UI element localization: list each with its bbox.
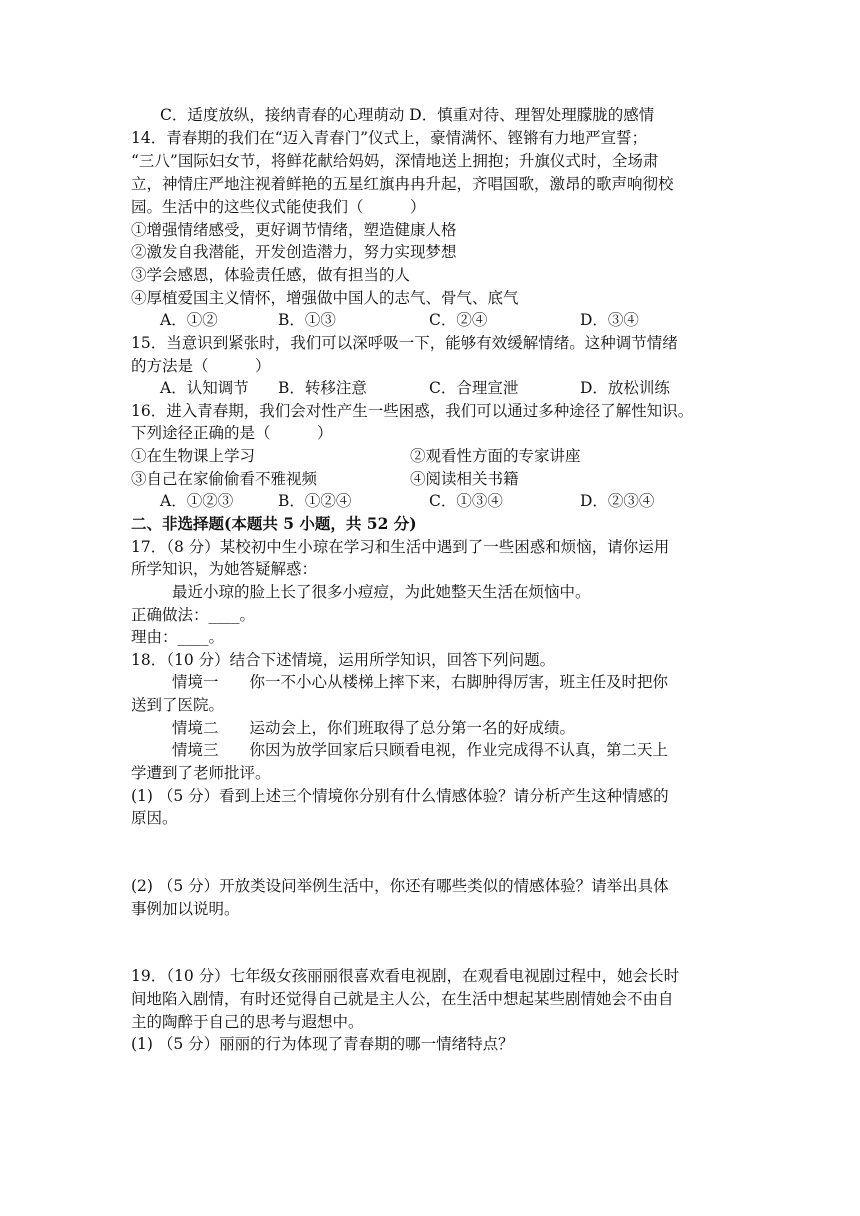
q14-stem-line-2: “三八”国际妇女节，将鲜花献给妈妈，深情地送上拥抱；升旗仪式时，全场肃	[131, 152, 659, 170]
q14-stem-line-1: 14．青春期的我们在“迈入青春门”仪式上，豪情满怀、铿锵有力地严宣誓；	[131, 129, 648, 147]
q14-stem-line-3: 立，神情庄严地注视着鲜艳的五星红旗冉冉升起，齐唱国歌，激昂的歌声响彻校	[131, 175, 674, 193]
q15-option-b: B．转移注意	[278, 379, 367, 397]
q18-scene1-line-2: 送到了医院。	[131, 696, 225, 714]
q18-scene2: 情境二 运动会上，你们班取得了总分第一名的好成绩。	[172, 719, 576, 737]
q14-option-a: A．①②	[160, 311, 218, 329]
q19-stem-line-3: 主的陶醉于自己的思考与遐想中。	[131, 1013, 364, 1031]
q18-sub2-line-2: 事例加以说明。	[131, 900, 240, 918]
q16-item-4: ④阅读相关书籍	[410, 470, 519, 488]
q16-option-b: B．①②④	[278, 492, 352, 510]
q16-item-2: ②观看性方面的专家讲座	[410, 447, 581, 465]
q14-option-c: C．②④	[429, 311, 488, 329]
q17-answer-line: 正确做法：____。	[131, 606, 256, 624]
q14-item-4: ④厚植爱国主义情怀，增强做中国人的志气、骨气、底气	[131, 289, 519, 307]
q16-option-c: C．①③④	[429, 492, 503, 510]
q14-option-d: D．③④	[580, 311, 639, 329]
q15-stem-line-2: 的方法是（ ）	[131, 357, 271, 375]
q14-item-2: ②激发自我潜能，开发创造潜力，努力实现梦想	[131, 243, 457, 261]
q19-sub1: (1) （5 分）丽丽的行为体现了青春期的哪一情绪特点？	[131, 1035, 514, 1053]
q16-item-3: ③自己在家偷偷看不雅视频	[131, 470, 318, 488]
q18-scene1-line-1: 情境一 你一不小心从楼梯上摔下来，右脚肿得厉害，班主任及时把你	[172, 673, 669, 691]
q14-item-3: ③学会感恩，体验责任感，做有担当的人	[131, 266, 411, 284]
q19-stem-line-1: 19．（10 分）七年级女孩丽丽很喜欢看电视剧，在观看电视剧过程中，她会长时	[131, 967, 680, 985]
q18-scene3-line-1: 情境三 你因为放学回家后只顾看电视，作业完成得不认真，第二天上	[172, 741, 669, 759]
q16-option-a: A．①②③	[160, 492, 234, 510]
q15-option-a: A．认知调节	[160, 379, 249, 397]
q16-option-d: D．②③④	[580, 492, 655, 510]
q19-stem-line-2: 间地陷入剧情，有时还觉得自己就是主人公，在生活中想起某些剧情她会不由自	[131, 990, 674, 1008]
q17-scenario: 最近小琼的脸上长了很多小痘痘，为此她整天生活在烦恼中。	[172, 583, 591, 601]
q16-stem-line-2: 下列途径正确的是（ ）	[131, 424, 333, 442]
section-heading: 二、非选择题(本题共 5 小题，共 52 分)	[131, 514, 417, 533]
q16-item-1: ①在生物课上学习	[131, 447, 256, 465]
q17-reason-line: 理由：____。	[131, 628, 225, 646]
q14-stem-line-4: 园。生活中的这些仪式能使我们（ ）	[131, 198, 426, 216]
q17-stem-line-1: 17．（8 分）某校初中生小琼在学习和生活中遇到了一些困惑和烦恼，请你运用	[131, 538, 670, 556]
q14-option-b: B．①③	[278, 311, 336, 329]
q18-sub1-line-1: (1) （5 分）看到上述三个情境你分别有什么情感体验？请分析产生这种情感的	[131, 787, 669, 805]
q18-stem: 18．（10 分）结合下述情境，运用所学知识，回答下列问题。	[131, 651, 556, 669]
q16-stem-line-1: 16．进入青春期，我们会对性产生一些困惑，我们可以通过多种途径了解性知识。	[131, 402, 694, 420]
q15-stem-line-1: 15．当意识到紧张时，我们可以深呼吸一下，能够有效缓解情绪。这种调节情绪	[131, 334, 678, 352]
q18-scene3-line-2: 学遭到了老师批评。	[131, 764, 271, 782]
q15-option-d: D．放松训练	[580, 379, 670, 397]
q14-item-1: ①增强情绪感受，更好调节情绪，塑造健康人格	[131, 221, 457, 239]
q18-sub2-line-1: (2) （5 分）开放类设问举例生活中，你还有哪些类似的情感体验？请举出具体	[131, 877, 669, 895]
q17-stem-line-2: 所学知识，为她答疑解惑：	[131, 560, 318, 578]
q13-options-cd: C．适度放纵，接纳青春的心理萌动 D．慎重对待、理智处理朦胧的感情	[160, 106, 655, 124]
q18-sub1-line-2: 原因。	[131, 809, 178, 827]
q15-option-c: C．合理宣泄	[429, 379, 519, 397]
